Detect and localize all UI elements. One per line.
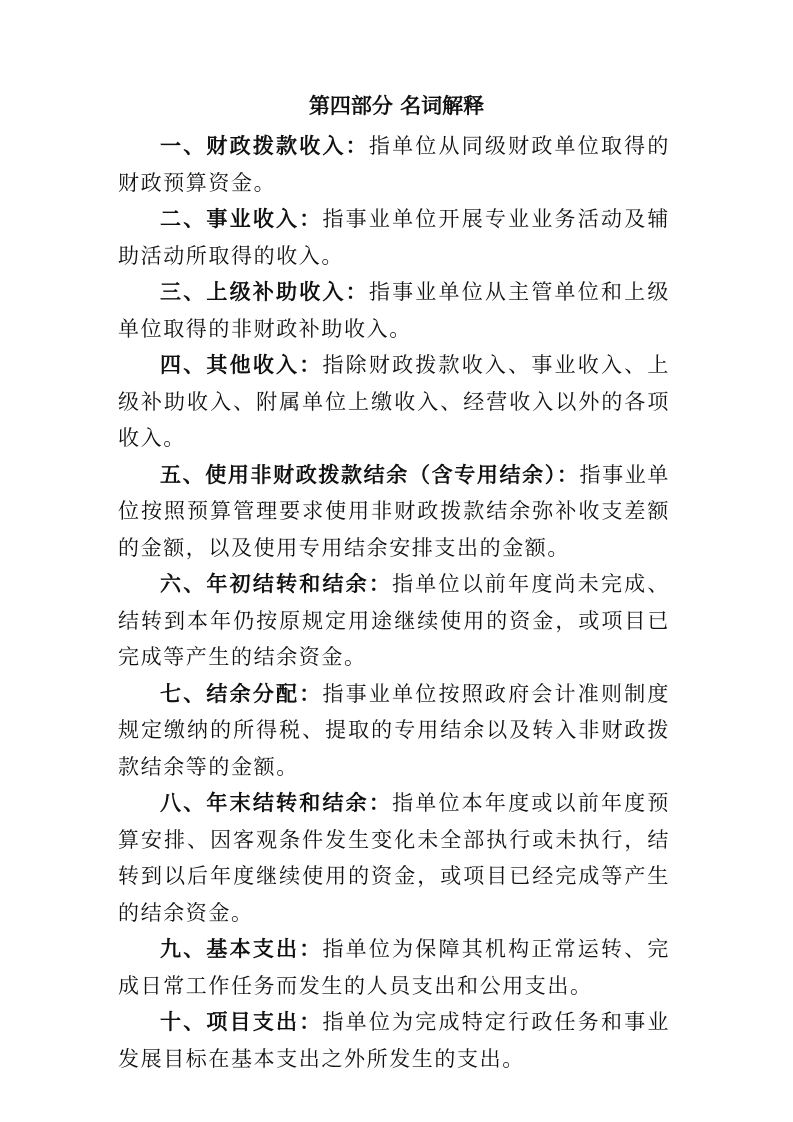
definition-term: 九、基本支出：: [160, 937, 323, 961]
definition-term: 六、年初结转和结余：: [160, 572, 393, 596]
definition-term: 五、使用非财政拨款结余（含专用结余）：: [160, 462, 580, 487]
definition-item: [118, 274, 670, 347]
definition-text: 指单位以前年度尚未完成、结转到本年仍按原规定用途继续使用的资金，或项目已完成等产生的结余资金。: [118, 572, 670, 669]
definition-text: 指事业单位开展专业业务活动及辅助活动所取得的收入。: [118, 207, 670, 268]
definition-item: [118, 457, 670, 567]
definition-item: [118, 785, 670, 931]
definition-text: 指事业单位从主管单位和上级单位取得的非财政补助收入。: [118, 280, 670, 341]
definition-text: 指事业单位按照政府会计准则制度规定缴纳的所得税、提取的专用结余以及转入非财政拨款结余等的金额。: [118, 681, 670, 779]
definition-item: [118, 931, 670, 1004]
definition-text: 指单位为保障其机构正常运转、完成日常工作任务而发生的人员支出和公用支出。: [118, 937, 670, 998]
definition-text: 指单位从同级财政单位取得的财政预算资金。: [118, 134, 670, 195]
definition-item: [118, 676, 670, 786]
page-title: 第四部分 名词解释: [308, 94, 485, 118]
definition-term: 十、项目支出：: [160, 1010, 323, 1034]
definitions-list: [118, 128, 670, 1077]
definition-term: 三、上级补助收入：: [160, 280, 369, 304]
definition-text: 指单位本年度或以前年度预算安排、因客观条件发生变化未全部执行或未执行，结转到以后年度继续使用的资金，或项目已经完成等产生的结余资金。: [118, 791, 670, 925]
definition-text: 指事业单位按照预算管理要求使用非财政拨款结余弥补收支差额的金额，以及使用专用结余安排支出的金额。: [118, 462, 670, 560]
definition-term: 七、结余分配：: [160, 681, 323, 706]
definition-item: [118, 201, 670, 274]
definition-term: 八、年末结转和结余：: [160, 791, 393, 815]
definition-term: 四、其他收入：: [160, 353, 323, 377]
definition-text: 指除财政拨款收入、事业收入、上级补助收入、附属单位上缴收入、经营收入以外的各项收入。: [118, 353, 670, 450]
definition-term: 二、事业收入：: [160, 207, 323, 231]
definition-item: [118, 347, 670, 457]
definition-item: [118, 1004, 670, 1077]
definition-term: 一、财政拨款收入：: [160, 134, 369, 158]
definition-text: 指单位为完成特定行政任务和事业发展目标在基本支出之外所发生的支出。: [118, 1010, 670, 1071]
definition-item: [118, 128, 670, 201]
definition-item: [118, 566, 670, 676]
